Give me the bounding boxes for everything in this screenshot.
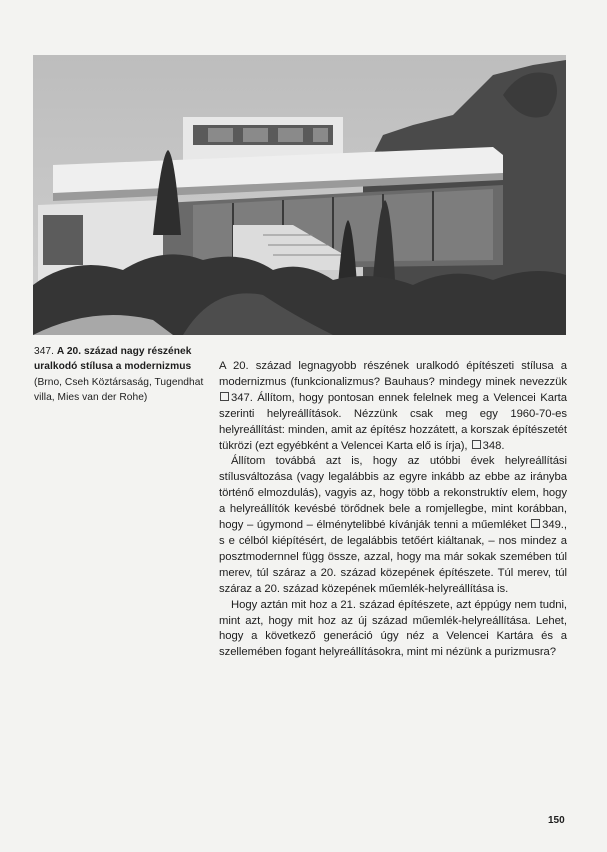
paragraph-2-text-a: Állítom továbbá azt is, hogy az utóbbi évek helyreállítási stílusváltozása (vagy legalábbis az egyre inkább az ebbe az irányba történő elmozdulás), vagyis az, hogy több a rekonstruktív elem, hogy a helyreállítók kevésbé törődnek bele a romjellegbe, mint korábban, hogy – úgymond – élménytelibbé kívánják tenni a műemléket xyxy=(219,455,567,532)
paragraph-1-text-b: Állítom, hogy pontosan ennek felelnek meg a Velencei Karta szerinti helyreállítások. Nézzünk csak meg egy 1960-70-es helyreállítást: minden, amit az építész hozzátett, a korszak építészetét tükrözi (ezt egyébként a Velencei Karta elő is írja), xyxy=(219,391,568,452)
figure-reference-icon xyxy=(531,519,540,528)
caption-details: (Brno, Cseh Köztársaság, Tugendhat villa, Mies van der Rohe) xyxy=(34,376,204,404)
paragraph-1-text-a: A 20. század legnagyobb részének uralkodó építészeti stílusa a modernizmus (funkcionalizmus? Bauhaus? mindegy minek nevezzük xyxy=(219,360,567,388)
paragraph-3: Hogy aztán mit hoz a 21. század építészete, azt éppúgy nem tudni, mint azt, hogy mit hoz az új század műemlék-helyreállítása. Lehet, hogy a következő generáció úgy néz a Velencei Kartára és a szellemében fogant helyreállításokra, mint mi nézünk a purizmusra? xyxy=(219,598,567,659)
paragraph-1 xyxy=(219,359,567,454)
villa-photo-illustration xyxy=(33,55,566,335)
paragraph-2-text-b: , s e célból kiépítésért, de legalábbis tetőért kiáltanak, – nos mindez a posztmodernnel függ össze, azzal, hogy ma már sokak szemében túl merev, túl száraz a 20. század közepének építészete. Túl merev, túl száraz a 20. század közepének műemlék-helyreállítása is. xyxy=(219,519,567,595)
body-text xyxy=(219,359,567,661)
figure-reference-347: 347. xyxy=(231,391,253,404)
figure-photo xyxy=(33,55,566,335)
paragraph-2 xyxy=(219,454,567,597)
figure-reference-348: 348. xyxy=(482,439,505,452)
figure-reference-icon xyxy=(472,440,481,449)
figure-caption xyxy=(34,344,214,406)
caption-number: 347. xyxy=(34,346,55,357)
figure-reference-349: 349. xyxy=(542,519,564,532)
figure-reference-icon xyxy=(220,392,229,401)
caption-title: A 20. század nagy részének uralkodó stílusa a modernizmus xyxy=(34,346,192,373)
page-number: 150 xyxy=(548,815,565,826)
